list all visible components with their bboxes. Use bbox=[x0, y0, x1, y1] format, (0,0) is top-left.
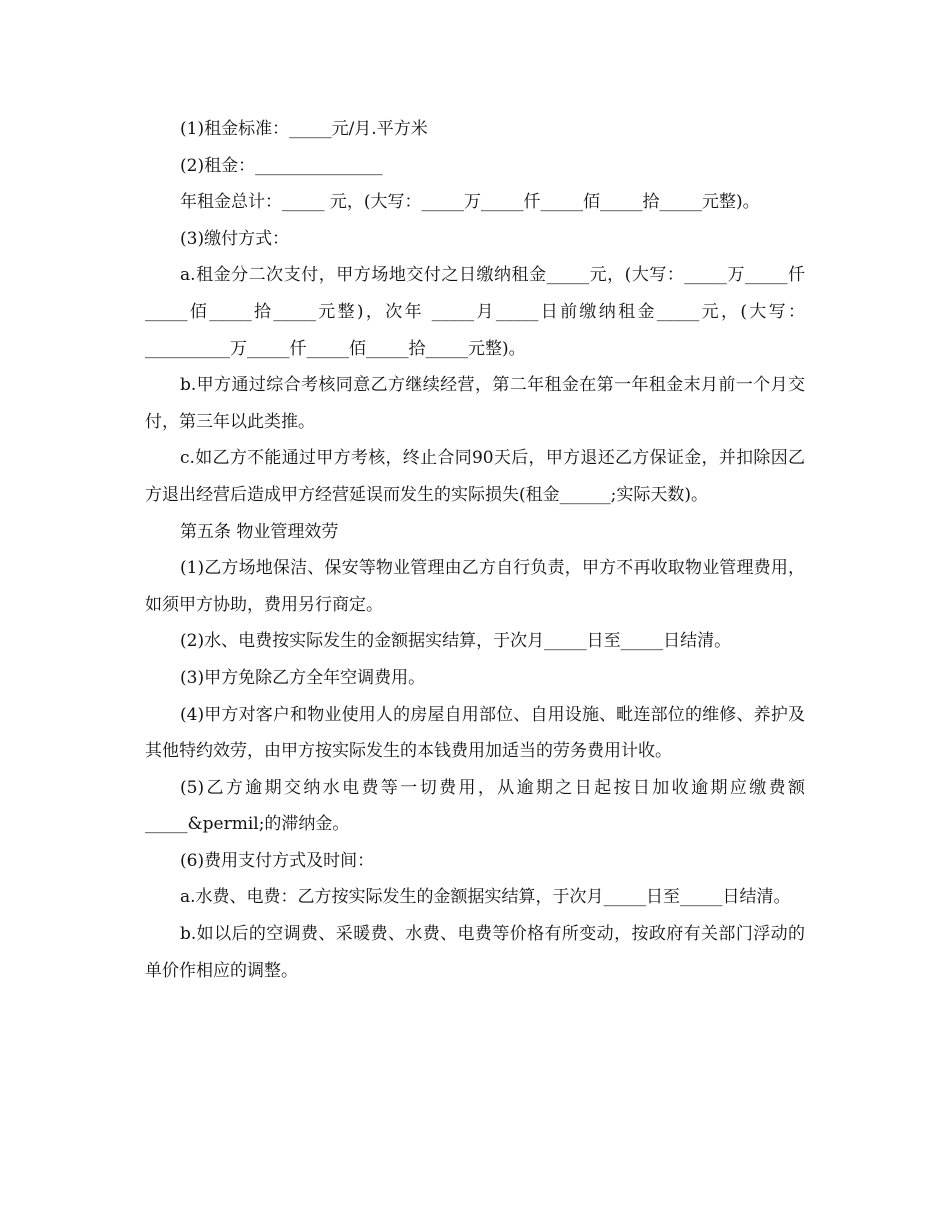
annual-rent-total-paragraph: 年租金总计：_____ 元，(大写：_____万_____仟_____佰_____拾_____元整)。 bbox=[180, 192, 760, 213]
property-item-4: (4)甲方对客户和物业使用人的房屋自用部位、自用设施、毗连部位的维修、养护及其他特约效劳，由甲方按实际发生的本钱费用加适当的劳务费用计收。 bbox=[145, 704, 805, 762]
property-item-3: (3)甲方免除乙方全年空调费用。 bbox=[180, 667, 426, 688]
property-item-1: (1)乙方场地保洁、保安等物业管理由乙方自行负责，甲方不再收取物业管理费用，如须甲方协助，费用另行商定。 bbox=[145, 558, 805, 615]
rent-standard-paragraph: (1)租金标准：_____元/月.平方米 bbox=[180, 119, 428, 139]
article-five-heading: 第五条 物业管理效劳 bbox=[180, 521, 339, 542]
property-item-5: (5)乙方逾期交纳水电费等一切费用，从逾期之日起按日加收逾期应缴费额_____&permil;的滞纳金。 bbox=[145, 777, 805, 835]
payment-item-a: a.租金分二次支付，甲方场地交付之日缴纳租金_____元，(大写：_____万_____仟_____佰_____拾_____元整)，次年 _____月_____日前缴纳租金_____元，(大写：__________万_____仟_____佰_____拾_____元整)。 bbox=[145, 265, 805, 359]
payment-item-b: b.甲方通过综合考核同意乙方继续经营，第二年租金在第一年租金末月前一个月交付，第三年以此类推。 bbox=[145, 375, 805, 432]
fee-item-b: b.如以后的空调费、采暖费、水费、电费等价格有所变动，按政府有关部门浮动的单价作相应的调整。 bbox=[145, 924, 805, 981]
fee-payment-heading: (6)费用支付方式及时间： bbox=[180, 850, 375, 871]
property-item-2: (2)水、电费按实际发生的金额据实结算，于次月_____日至_____日结清。 bbox=[180, 631, 732, 652]
document-page bbox=[145, 111, 805, 989]
fee-item-a: a.水费、电费：乙方按实际发生的金额据实结算，于次月_____日至_____日结清。 bbox=[180, 887, 791, 908]
rent-paragraph: (2)租金：_______________ bbox=[180, 155, 383, 176]
payment-item-c: c.如乙方不能通过甲方考核，终止合同90天后，甲方退还乙方保证金，并扣除因乙方退出经营后造成甲方经营延误而发生的实际损失(租金______;实际天数)。 bbox=[145, 448, 805, 505]
payment-method-heading: (3)缴付方式： bbox=[180, 228, 290, 249]
